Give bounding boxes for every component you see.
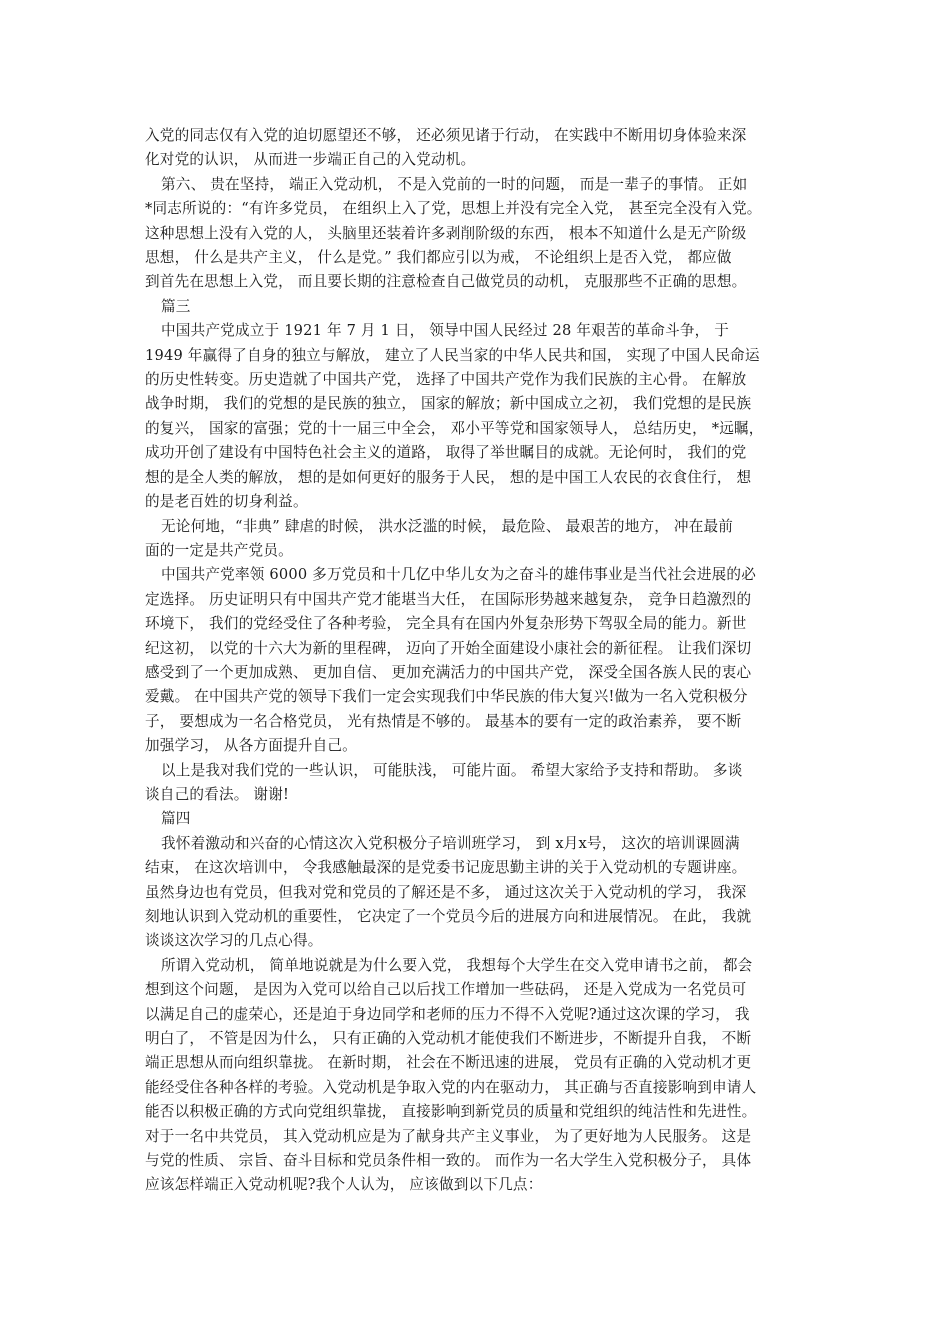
text-line: 能否以积极正确的方式向党组织靠拢， 直接影响到新党员的质量和党组织的纯洁性和先进性。 <box>145 1103 757 1121</box>
text-line: 的复兴， 国家的富强；党的十一届三中全会， 邓小平等党和国家领导人， 总结历史， *远瞩， <box>145 419 764 437</box>
text-line: 端正思想从而向组织靠拢。 在新时期， 社会在不断迅速的进展， 党员有正确的入党动机才更 <box>145 1054 752 1072</box>
text-line: 1949 年赢得了自身的独立与解放， 建立了人民当家的中华人民共和国， 实现了中国人民命运 <box>145 346 760 364</box>
text-line: 到首先在思想上入党， 而且要长期的注意检查自己做党员的动机， 克服那些不正确的思想。 <box>145 273 747 291</box>
paragraph-motive-action <box>145 124 815 173</box>
paragraph-closing-remarks <box>145 759 815 808</box>
section-heading-3 <box>145 295 815 319</box>
text-line: 成功开创了建设有中国特色社会主义的道路， 取得了举世瞩目的成就。无论何时， 我们的党 <box>145 444 747 462</box>
paragraph-sars-flood <box>145 515 815 564</box>
text-line: 刻地认识到入党动机的重要性， 它决定了一个党员今后的进展方向和进展情况。 在此， 我就 <box>145 908 752 925</box>
text-line: 爱戴。 在中国共产党的领导下我们一定会实现我们中华民族的伟大复兴!做为一名入党积极分 <box>145 688 748 706</box>
paragraph-motive-definition <box>145 954 815 1198</box>
text-line: 谈自己的看法。 谢谢! <box>145 785 290 803</box>
section-title: 篇四 <box>161 810 191 828</box>
text-line: 思想， 什么是共产主义， 什么是党。” 我们都应引以为戒， 不论组织上是否入党， 都应做 <box>145 249 732 267</box>
document-page <box>145 124 815 1198</box>
text-line: 子， 要想成为一名合格党员， 光有热情是不够的。 最基本的要有一定的政治素养， 要不断 <box>145 712 742 730</box>
text-line: 中国共产党率领 6000 多万党员和十几亿中华儿女为之奋斗的雄伟事业是当代社会进展的必 <box>161 566 756 584</box>
text-line: 能经受住各种各样的考验。入党动机是争取入党的内在驱动力， 其正确与否直接影响到申请人 <box>145 1078 757 1096</box>
text-line: 面的一定是共产党员。 <box>145 541 293 559</box>
text-line: 中国共产党成立于 1921 年 7 月 1 日， 领导中国人民经过 28 年艰苦的革命斗争， 于 <box>161 322 730 340</box>
text-line: 以满足自己的虚荣心，还是迫于身边同学和老师的压力不得不入党呢?通过这次课的学习， 我 <box>145 1005 750 1023</box>
text-line: 想的是全人类的解放， 想的是如何更好的服务于人民， 想的是中国工人农民的衣食住行， 想 <box>145 468 752 486</box>
text-line: 入党的同志仅有入党的迫切愿望还不够， 还必须见诸于行动， 在实践中不断用切身体验来深 <box>145 127 747 144</box>
text-line: 感受到了一个更加成熟、 更加自信、 更加充满活力的中国共产党， 深受全国各族人民的衷心 <box>145 663 752 681</box>
paragraph-sixth-point <box>145 173 815 295</box>
text-line: 的是老百姓的切身利益。 <box>145 493 308 511</box>
text-line: 结束， 在这次培训中， 令我感触最深的是党委书记庞思勤主讲的关于入党动机的专题讲座。 <box>145 859 747 877</box>
paragraph-party-history <box>145 319 815 514</box>
text-line: 化对党的认识， 从而进一步端正自己的入党动机。 <box>145 151 476 169</box>
text-line: 这种思想上没有入党的人， 头脑里还装着许多剥削阶级的东西， 根本不知道什么是无产阶级 <box>145 224 747 242</box>
paragraph-party-leadership <box>145 563 815 758</box>
text-line: 加强学习， 从各方面提升自己。 <box>145 737 357 755</box>
text-line: 纪这初， 以党的十六大为新的里程碑， 迈向了开始全面建设小康社会的新征程。 让我们深切 <box>145 639 752 657</box>
text-line: 所谓入党动机， 简单地说就是为什么要入党， 我想每个大学生在交入党申请书之前， 都会 <box>161 956 753 974</box>
paragraph-training-class <box>145 832 815 954</box>
text-line: 定选择。 历史证明只有中国共产党才能堪当大任， 在国际形势越来越复杂， 竞争日趋激烈的 <box>145 590 752 608</box>
text-line: 以上是我对我们党的一些认识， 可能肤浅， 可能片面。 希望大家给予支持和帮助。 多谈 <box>161 761 743 779</box>
section-title: 篇三 <box>161 297 191 315</box>
text-line: 虽然身边也有党员，但我对党和党员的了解还是不多， 通过这次关于入党动机的学习， 我深 <box>145 883 747 901</box>
text-line: 无论何地，“非典” 肆虐的时候， 洪水泛滥的时候， 最危险、 最艰苦的地方， 冲在最前 <box>161 517 734 535</box>
text-line: 第六、 贵在坚持， 端正入党动机， 不是入党前的一时的问题， 而是一辈子的事情。 正如 <box>161 175 748 193</box>
text-line: 与党的性质、 宗旨、奋斗目标和党员条件相一致的。 而作为一名大学生入党积极分子， 具体 <box>145 1152 752 1170</box>
text-line: 应该怎样端正入党动机呢?我个人认为， 应该做到以下几点： <box>145 1176 543 1194</box>
text-line: 想到这个问题， 是因为入党可以给自己以后找工作增加一些砝码， 还是入党成为一名党员可 <box>145 981 747 999</box>
text-line: *同志所说的：“有许多党员， 在组织上入了党，思想上并没有完全入党， 甚至完全没有入党。 <box>145 200 762 218</box>
text-line: 谈谈这次学习的几点心得。 <box>145 932 323 950</box>
text-line: 对于一名中共党员， 其入党动机应是为了献身共产主义事业， 为了更好地为人民服务。 这是 <box>145 1127 752 1145</box>
text-line: 我怀着激动和兴奋的心情这次入党积极分子培训班学习， 到 x月x号， 这次的培训课圆满 <box>161 834 740 852</box>
text-line: 的历史性转变。历史造就了中国共产党， 选择了中国共产党作为我们民族的主心骨。 在解放 <box>145 371 747 389</box>
section-heading-4 <box>145 807 815 831</box>
text-line: 战争时期， 我们的党想的是民族的独立， 国家的解放；新中国成立之初， 我们党想的是民族 <box>145 395 752 413</box>
text-line: 明白了， 不管是因为什么， 只有正确的入党动机才能使我们不断进步，不断提升自我， 不断 <box>145 1030 752 1048</box>
text-line: 环境下， 我们的党经受住了各种考验， 完全具有在国内外复杂形势下驾驭全局的能力。新世 <box>145 615 747 633</box>
